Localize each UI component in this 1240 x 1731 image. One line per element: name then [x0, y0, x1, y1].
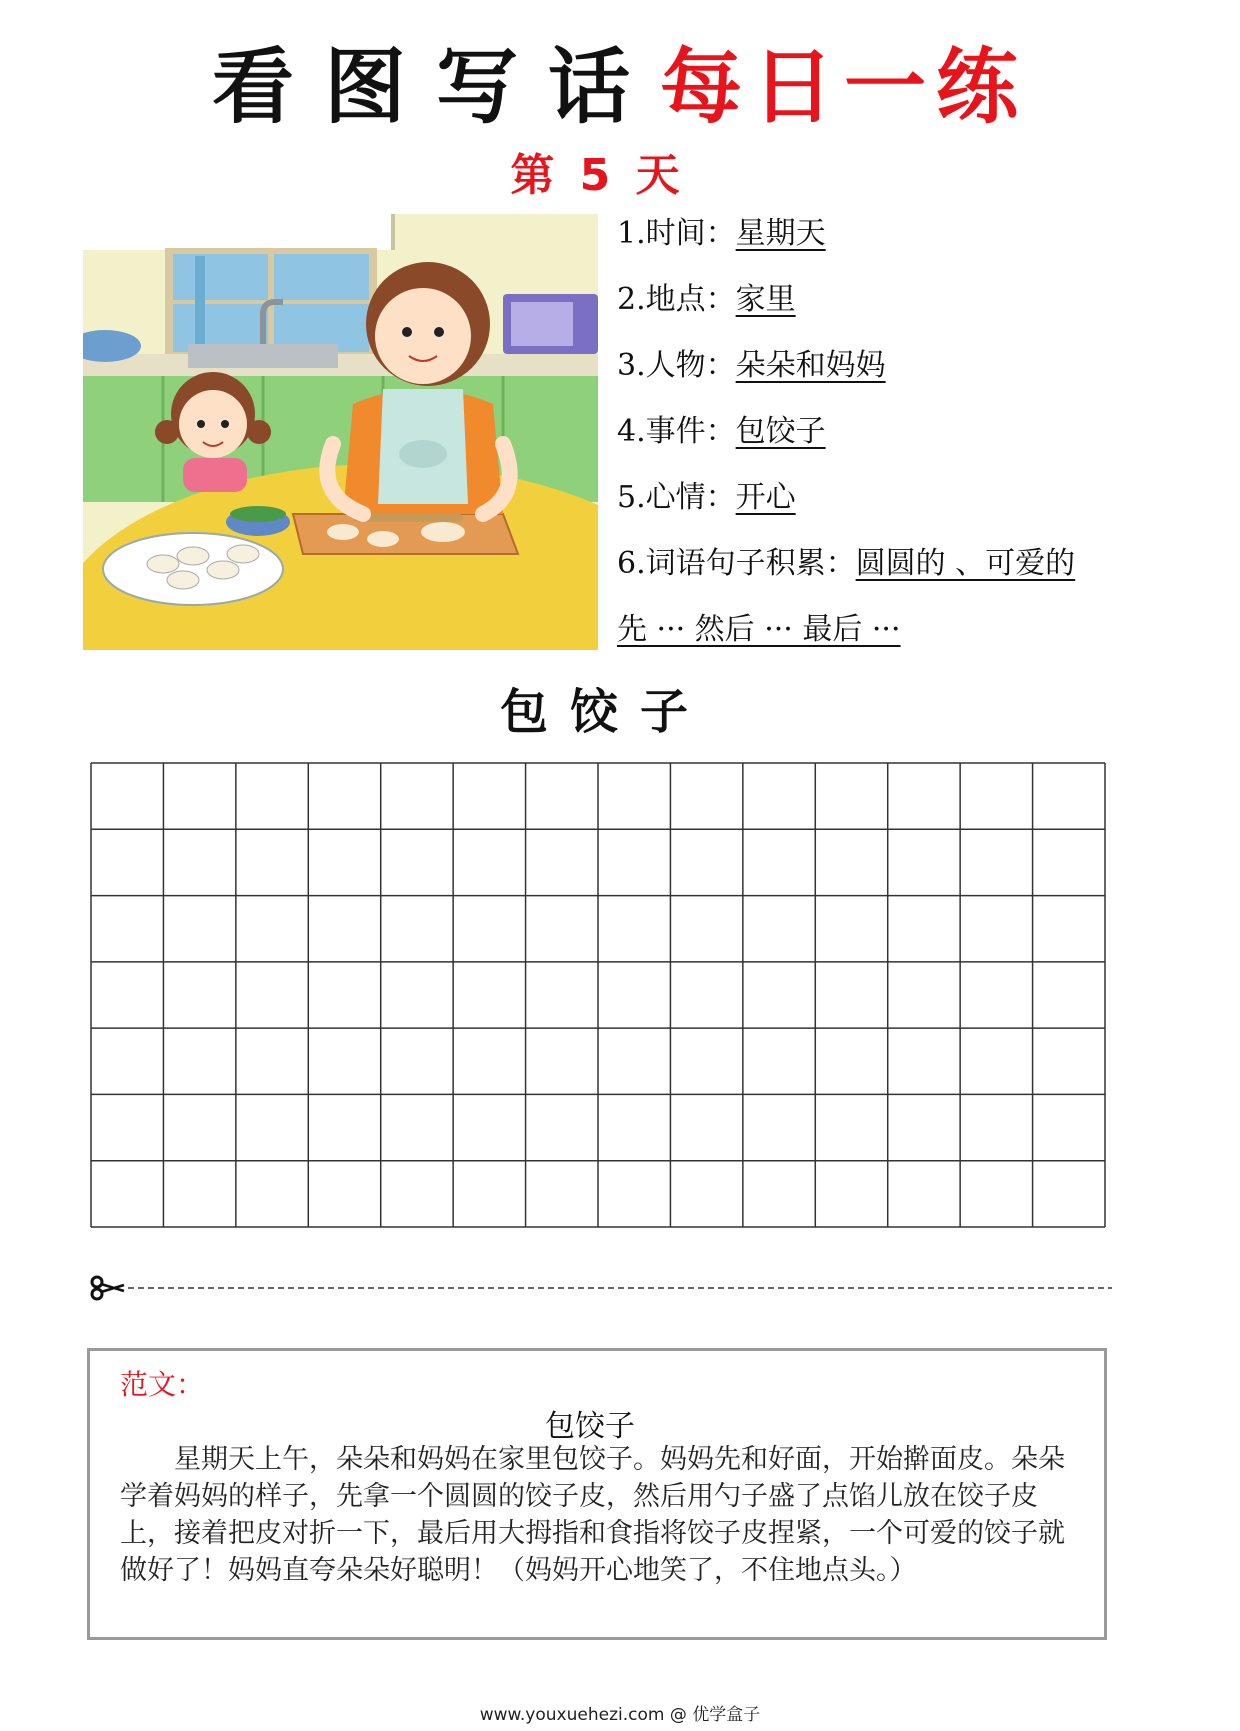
- info-answer: 开心: [735, 480, 796, 515]
- info-answer: 星期天: [735, 216, 826, 251]
- info-row-time: [617, 206, 1217, 272]
- info-row-people: [617, 338, 1217, 404]
- info-row-event: [617, 404, 1217, 470]
- info-label: 5.心情：: [617, 480, 736, 515]
- info-label: 4.事件：: [617, 414, 736, 449]
- question-list: [617, 206, 1217, 668]
- title-black-part: 看图写话: [211, 40, 660, 135]
- info-answer: 圆圆的 、可爱的: [855, 546, 1076, 581]
- writing-grid[interactable]: [90, 762, 1106, 1228]
- sample-essay-box: [87, 1348, 1107, 1640]
- info-label: 2.地点：: [617, 282, 736, 317]
- info-label: 6.词语句子积累：: [617, 546, 856, 581]
- info-row-mood: [617, 470, 1217, 536]
- illustration-mother-daughter-making-dumplings: [83, 214, 598, 650]
- info-answer-extra: 先 ··· 然后 ··· 最后 ···: [617, 612, 901, 647]
- cut-line: [90, 1273, 1115, 1303]
- info-answer: 朵朵和妈妈: [735, 348, 886, 383]
- info-answer: 家里: [735, 282, 796, 317]
- info-answer: 包饺子: [735, 414, 826, 449]
- sample-label: 范文：: [120, 1368, 205, 1401]
- info-label: 3.人物：: [617, 348, 736, 383]
- sample-text: 星期天上午，朵朵和妈妈在家里包饺子。妈妈先和好面，开始擀面皮。朵朵学着妈妈的样子，先拿一个圆圆的饺子皮，然后用勺子盛了点馅儿放在饺子皮上，接着把皮对折一下，最后用大拇指和食指将饺子皮捏紧，一个可爱的饺子就做好了！妈妈直夸朵朵好聪明！（妈妈开心地笑了，不住地点头。）: [120, 1444, 1065, 1586]
- info-row-vocabulary: [617, 536, 1217, 602]
- info-row-place: [617, 272, 1217, 338]
- sample-title: 包饺子: [545, 1409, 635, 1444]
- title-red-part: 每日一练: [660, 40, 1029, 135]
- info-label: 1.时间：: [617, 216, 736, 251]
- footer-watermark: www.youxuehezi.com @ 优学盒子: [479, 1705, 761, 1725]
- day-label: 第 5 天: [510, 150, 680, 201]
- worksheet-title: [0, 38, 1240, 138]
- info-row-sentence-pattern: [617, 602, 1217, 668]
- scissors-icon: [92, 1277, 124, 1299]
- composition-title: 包饺子: [499, 684, 710, 740]
